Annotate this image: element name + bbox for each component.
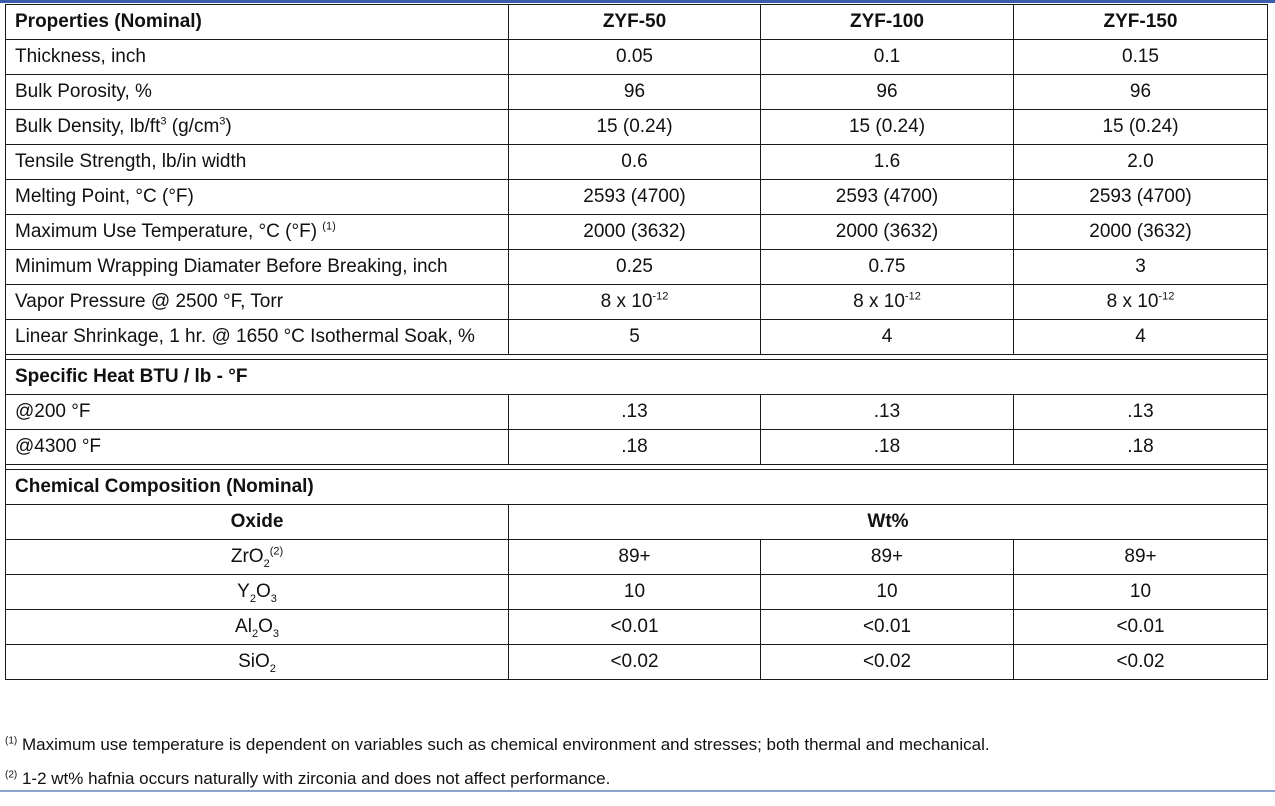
- cell-value: 4: [761, 320, 1014, 355]
- top-accent-line: [0, 0, 1275, 3]
- cell-value: 89+: [509, 540, 761, 575]
- row-label: @200 °F: [6, 395, 509, 430]
- cell-value: 15 (0.24): [1014, 110, 1268, 145]
- chem-composition-title: Chemical Composition (Nominal): [6, 470, 1268, 505]
- oxide-name: ZrO$_2^{(2)}$: [6, 540, 509, 575]
- cell-value: 2000 (3632): [1014, 215, 1268, 250]
- cell-value: .13: [509, 395, 761, 430]
- table-row: [6, 430, 1268, 465]
- cell-value: 0.25: [509, 250, 761, 285]
- oxide-name: $Y_2O_3$: [6, 575, 509, 610]
- cell-value: 3: [1014, 250, 1268, 285]
- cell-value: 10: [761, 575, 1014, 610]
- cell-value: .13: [1014, 395, 1268, 430]
- cell-value: <0.02: [761, 645, 1014, 680]
- specific-heat-title: Specific Heat BTU / lb - °F: [6, 360, 1268, 395]
- table-row: [6, 575, 1268, 610]
- cell-value: 2000 (3632): [509, 215, 761, 250]
- footnote-2: $^{(2)}$ 1-2 wt% hafnia occurs naturally with zirconia and does not affect performance.: [5, 769, 611, 788]
- cell-value: 89+: [761, 540, 1014, 575]
- col-header-zyf-100: ZYF-100: [761, 5, 1014, 40]
- cell-value: 89+: [1014, 540, 1268, 575]
- cell-value: 15 (0.24): [509, 110, 761, 145]
- section-header-row: [6, 470, 1268, 505]
- properties-table: [5, 4, 1268, 680]
- table-row: [6, 645, 1268, 680]
- row-label: @4300 °F: [6, 430, 509, 465]
- table-row: [6, 180, 1268, 215]
- cell-value: 0.75: [761, 250, 1014, 285]
- row-label: Bulk Porosity, %: [6, 75, 509, 110]
- footnote-ref: (1): [322, 220, 336, 233]
- cell-value: 2000 (3632): [761, 215, 1014, 250]
- cell-value: 8 x $10^{-12}$: [761, 285, 1014, 320]
- cell-value: <0.01: [509, 610, 761, 645]
- cell-value: 96: [509, 75, 761, 110]
- cell-value: 10: [1014, 575, 1268, 610]
- table-row: [6, 540, 1268, 575]
- cell-value: 96: [761, 75, 1014, 110]
- chem-header-row: [6, 505, 1268, 540]
- cell-value: 0.15: [1014, 40, 1268, 75]
- cell-value: 0.1: [761, 40, 1014, 75]
- footnote-1: $^{(1)}$ Maximum use temperature is dependent on variables such as chemical environment and stresses; both thermal and mechanical.: [5, 735, 990, 754]
- row-label: Vapor Pressure @ 2500 °F, Torr: [6, 285, 509, 320]
- oxide-name: $Al_2O_3$: [6, 610, 509, 645]
- cell-value: 15 (0.24): [761, 110, 1014, 145]
- cell-value: <0.02: [509, 645, 761, 680]
- col-header-zyf-150: ZYF-150: [1014, 5, 1268, 40]
- cell-value: 8 x $10^{-12}$: [509, 285, 761, 320]
- table-header-row: [6, 5, 1268, 40]
- table-row: [6, 395, 1268, 430]
- col-header-zyf-50: ZYF-50: [509, 5, 761, 40]
- table-row: [6, 610, 1268, 645]
- cell-value: 96: [1014, 75, 1268, 110]
- table-row: [6, 75, 1268, 110]
- table-row: [6, 320, 1268, 355]
- cell-value: 2593 (4700): [761, 180, 1014, 215]
- cell-value: 5: [509, 320, 761, 355]
- cell-value: 2.0: [1014, 145, 1268, 180]
- wt-header: Wt%: [509, 505, 1268, 540]
- cell-value: 10: [509, 575, 761, 610]
- table-row: [6, 145, 1268, 180]
- cell-value: 8 x $10^{-12}$: [1014, 285, 1268, 320]
- table-row: [6, 250, 1268, 285]
- cell-value: <0.01: [761, 610, 1014, 645]
- row-label: Melting Point, °C (°F): [6, 180, 509, 215]
- cell-value: .18: [1014, 430, 1268, 465]
- row-label: Linear Shrinkage, 1 hr. @ 1650 °C Isothermal Soak, %: [6, 320, 509, 355]
- row-label: Minimum Wrapping Diamater Before Breaking, inch: [6, 250, 509, 285]
- cell-value: 0.6: [509, 145, 761, 180]
- row-label: Tensile Strength, lb/in width: [6, 145, 509, 180]
- table-row: [6, 285, 1268, 320]
- oxide-header: Oxide: [6, 505, 509, 540]
- cell-value: 4: [1014, 320, 1268, 355]
- cell-value: 2593 (4700): [1014, 180, 1268, 215]
- row-label: Bulk Density, $lb/ft^3$ $(g/cm^3)$: [6, 110, 509, 145]
- row-label: Maximum Use Temperature, °C (°F) $^{(1)}$: [6, 215, 509, 250]
- table-row: [6, 215, 1268, 250]
- cell-value: <0.02: [1014, 645, 1268, 680]
- cell-value: 1.6: [761, 145, 1014, 180]
- cell-value: <0.01: [1014, 610, 1268, 645]
- cell-value: 2593 (4700): [509, 180, 761, 215]
- cell-value: .13: [761, 395, 1014, 430]
- cell-value: .18: [509, 430, 761, 465]
- cell-value: 0.05: [509, 40, 761, 75]
- footnote-ref: (2): [269, 545, 284, 558]
- table-row: [6, 110, 1268, 145]
- section-header-row: [6, 360, 1268, 395]
- table-row: [6, 40, 1268, 75]
- row-label: Thickness, inch: [6, 40, 509, 75]
- bottom-rule: [0, 790, 1275, 792]
- oxide-name: SiO$_2$: [6, 645, 509, 680]
- cell-value: .18: [761, 430, 1014, 465]
- properties-title: Properties (Nominal): [6, 5, 509, 40]
